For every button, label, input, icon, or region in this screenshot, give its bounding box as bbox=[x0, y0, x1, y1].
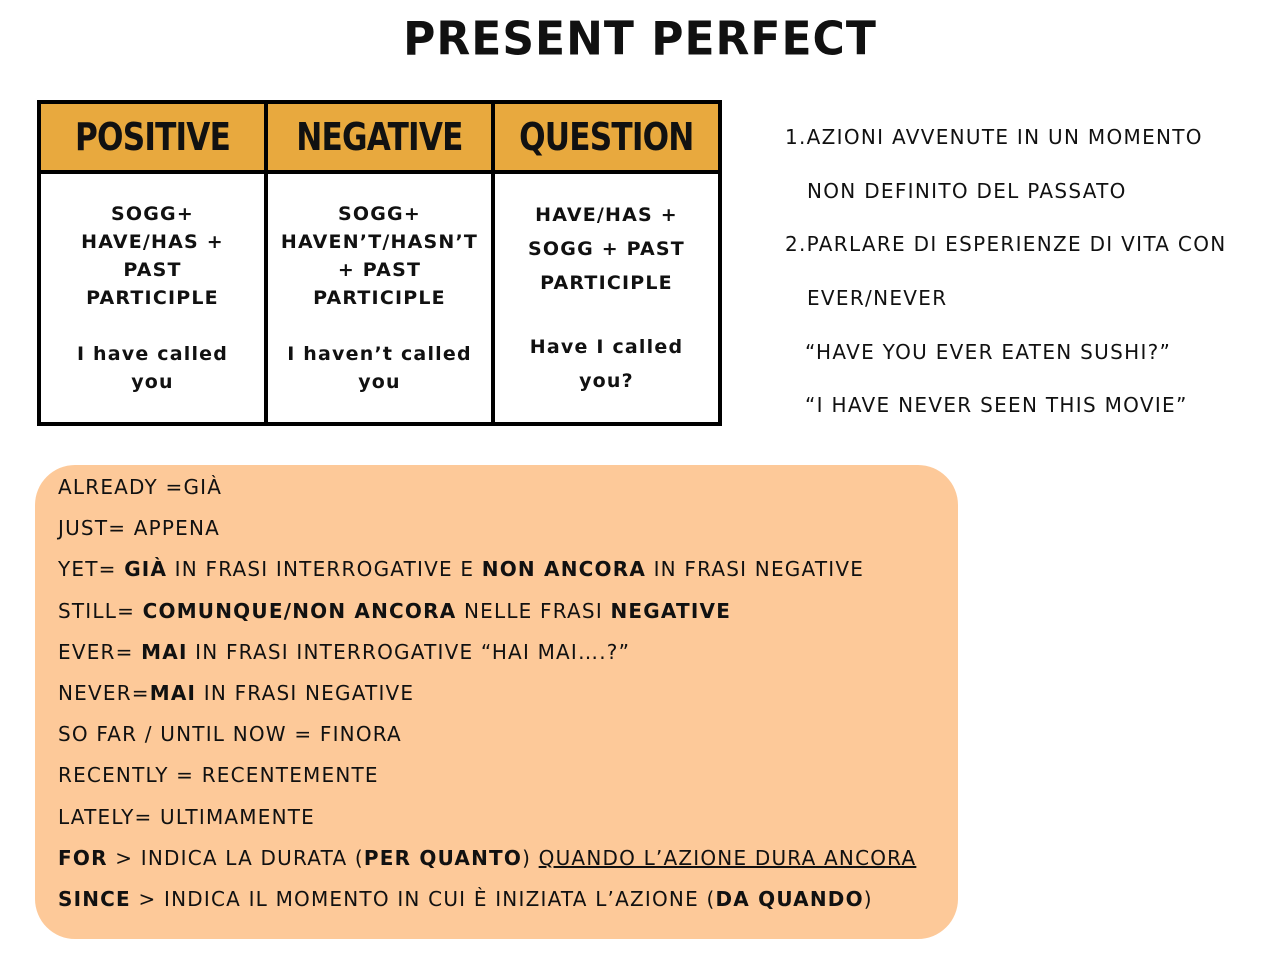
adverb-text: NON ANCORA bbox=[481, 557, 647, 582]
form-line: PAST bbox=[123, 259, 182, 281]
cell-positive bbox=[41, 174, 264, 422]
adverb-line bbox=[58, 887, 873, 911]
header-negative bbox=[268, 104, 491, 170]
adverb-line bbox=[58, 846, 916, 870]
adverb-text: ALREADY =GIÀ bbox=[58, 475, 223, 499]
usage-example: “HAVE YOU EVER EATEN SUSHI?” bbox=[805, 339, 1172, 364]
form-line: HAVE/HAS + bbox=[81, 231, 224, 253]
adverb-text: GIÀ bbox=[124, 557, 168, 582]
adverb-line bbox=[58, 805, 315, 829]
usage-list bbox=[785, 115, 1265, 437]
adverb-text: > INDICA LA DURATA ( bbox=[107, 845, 364, 870]
cell-negative bbox=[268, 174, 491, 422]
adverb-text: IN FRASI INTERROGATIVE E bbox=[167, 557, 482, 582]
adverb-text: PER QUANTO bbox=[363, 845, 523, 870]
form-line: HAVEN’T/HASN’T bbox=[280, 231, 479, 253]
adverb-text: QUANDO L’AZIONE DURA ANCORA bbox=[538, 845, 917, 870]
positive-example bbox=[77, 340, 228, 396]
present-perfect-table bbox=[37, 100, 722, 426]
question-example bbox=[530, 330, 684, 398]
form-line: HAVE/HAS + bbox=[535, 204, 678, 226]
adverb-line bbox=[58, 722, 402, 746]
adverb-line bbox=[58, 516, 220, 540]
form-line: SOGG + PAST bbox=[528, 238, 685, 260]
form-line: + PAST bbox=[337, 259, 422, 281]
adverb-text: IN FRASI INTERROGATIVE “HAI MAI….?” bbox=[187, 639, 631, 664]
adverb-line bbox=[58, 681, 414, 705]
form-line: PARTICIPLE bbox=[86, 287, 219, 309]
adverb-line bbox=[58, 557, 864, 581]
header-positive-label: POSITIVE bbox=[74, 115, 231, 159]
adverb-text: IN FRASI NEGATIVE bbox=[646, 557, 865, 582]
example-line: you bbox=[358, 371, 401, 393]
adverb-text: SINCE bbox=[58, 887, 131, 911]
adverb-text: MAI bbox=[141, 639, 188, 664]
adverb-text: JUST= APPENA bbox=[58, 516, 221, 541]
header-negative-label: NEGATIVE bbox=[296, 115, 463, 159]
cell-question bbox=[495, 174, 718, 422]
adverb-text: DA QUANDO bbox=[715, 887, 864, 911]
example-line: you? bbox=[579, 370, 634, 392]
adverb-line bbox=[58, 640, 630, 664]
header-question bbox=[495, 104, 718, 170]
adverb-text: STILL= bbox=[58, 598, 143, 623]
example-line: I have called bbox=[76, 343, 229, 365]
adverb-text: ) bbox=[522, 845, 539, 870]
page-title: PRESENT PERFECT bbox=[403, 12, 877, 67]
adverb-line bbox=[58, 475, 222, 499]
example-line: I haven’t called bbox=[287, 343, 472, 365]
usage-item: EVER/NEVER bbox=[807, 286, 948, 311]
example-line: Have I called bbox=[529, 336, 684, 358]
usage-item: 1.AZIONI AVVENUTE IN UN MOMENTO bbox=[785, 125, 1203, 149]
negative-example bbox=[287, 340, 472, 396]
example-line: you bbox=[131, 371, 174, 393]
adverb-text: RECENTLY = RECENTEMENTE bbox=[58, 763, 379, 788]
usage-item: 2.PARLARE DI ESPERIENZE DI VITA CON bbox=[785, 232, 1227, 257]
form-line: PARTICIPLE bbox=[313, 287, 446, 309]
negative-form bbox=[281, 200, 478, 312]
adverb-text: FOR bbox=[58, 845, 108, 870]
adverb-line bbox=[58, 763, 379, 787]
usage-item: NON DEFINITO DEL PASSATO bbox=[807, 178, 1127, 203]
question-form bbox=[528, 198, 685, 300]
adverb-text: COMUNQUE/NON ANCORA bbox=[142, 598, 457, 623]
form-line: SOGG+ bbox=[338, 203, 421, 225]
adverb-text: IN FRASI NEGATIVE bbox=[196, 681, 415, 705]
header-question-label: QUESTION bbox=[519, 115, 694, 159]
usage-example: “I HAVE NEVER SEEN THIS MOVIE” bbox=[805, 393, 1188, 418]
positive-form bbox=[81, 200, 224, 312]
adverb-text: YET= bbox=[58, 557, 125, 582]
adverb-text: NELLE FRASI bbox=[456, 598, 611, 623]
adverb-line bbox=[58, 599, 731, 623]
adverbs-box bbox=[35, 465, 958, 939]
adverb-text: EVER= bbox=[58, 639, 142, 664]
adverb-text: LATELY= ULTIMAMENTE bbox=[58, 804, 315, 829]
header-positive bbox=[41, 104, 264, 170]
adverb-text: MAI bbox=[149, 681, 197, 705]
form-line: SOGG+ bbox=[111, 203, 194, 225]
adverb-text: SO FAR / UNTIL NOW = FINORA bbox=[58, 722, 402, 747]
adverb-text: NEGATIVE bbox=[610, 598, 732, 623]
form-line: PARTICIPLE bbox=[540, 272, 673, 294]
adverb-text: NEVER= bbox=[58, 681, 150, 705]
adverb-text: ) bbox=[863, 887, 873, 911]
adverb-text: > INDICA IL MOMENTO IN CUI È INIZIATA L’AZIONE ( bbox=[130, 887, 716, 911]
